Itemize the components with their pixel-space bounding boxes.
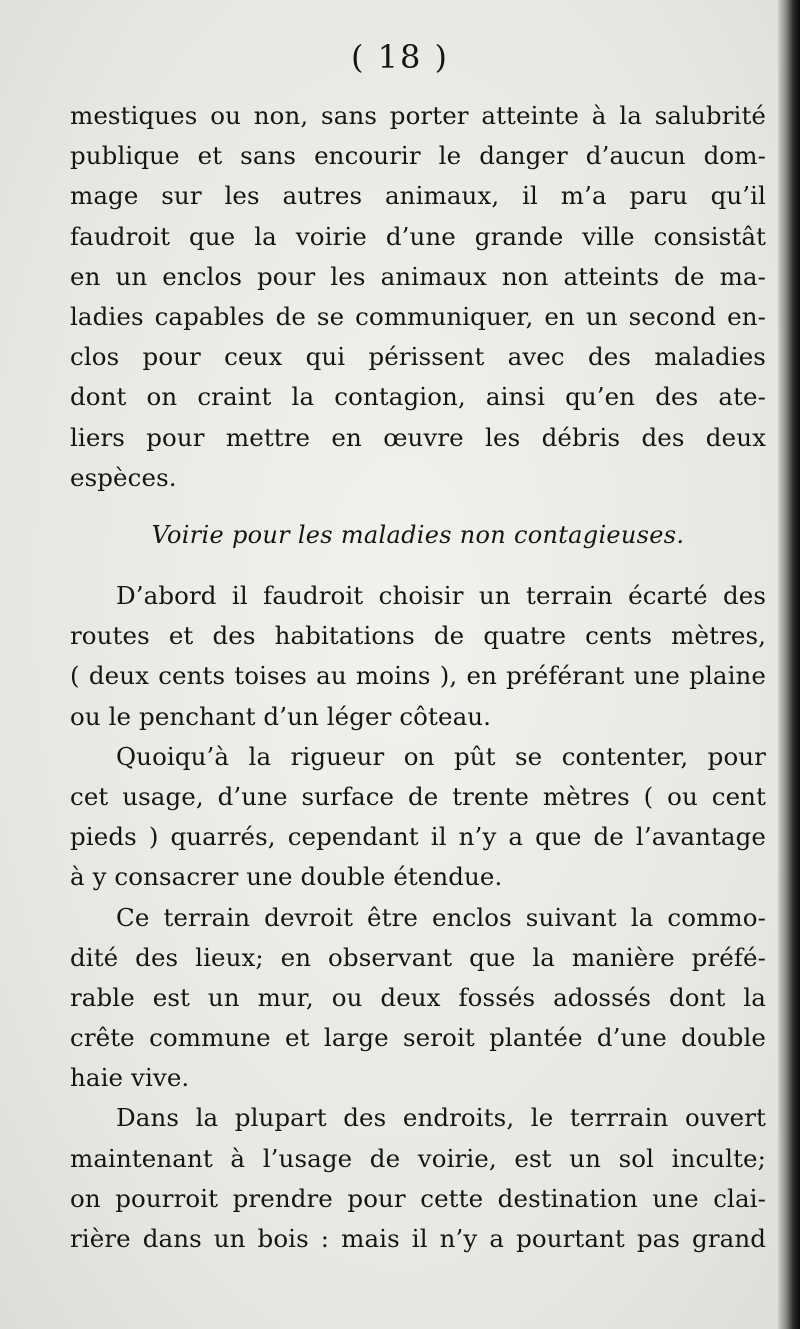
text-line: publique et sans encourir le danger d’aucun dom- — [70, 141, 766, 171]
text-line: haie vive. — [70, 1063, 190, 1093]
text-line: liers pour mettre en œuvre les débris des deux — [70, 422, 766, 452]
text-line: mestiques ou non, sans porter atteinte à la salubrité — [70, 101, 766, 130]
text-line: Dans la plupart des endroits, le terrrain ouvert — [116, 1103, 766, 1133]
section-heading: Voirie pour les maladies non contagieuses. — [151, 521, 685, 549]
text-line: espèces. — [70, 462, 177, 492]
text-line: en un enclos pour les animaux non atteints de ma- — [70, 261, 766, 291]
text-line: ou le penchant d’un léger côteau. — [70, 701, 492, 731]
text-line: Ce terrain devroit être enclos suivant la commo- — [116, 902, 766, 932]
page-number: ( 18 ) — [350, 38, 450, 76]
text-line: on pourroit prendre pour cette destination une clai- — [70, 1183, 766, 1213]
paragraph-3 — [70, 737, 766, 898]
text-line: rable est un mur, ou deux fossés adossés dont la — [70, 982, 766, 1012]
text-line: crête commune et large seroit plantée d’une double — [70, 1023, 766, 1053]
paragraph-2 — [70, 576, 766, 737]
text-block-lower — [70, 576, 766, 1259]
text-line: maintenant à l’usage de voirie, est un sol inculte; — [70, 1143, 766, 1173]
text-line: dont on craint la contagion, ainsi qu’en des ate- — [70, 382, 766, 412]
paragraph-1 — [70, 96, 766, 498]
text-line: routes et des habitations de quatre cents mètres, — [70, 621, 766, 651]
page-spine-shadow — [778, 0, 800, 1329]
text-line: pieds ) quarrés, cependant il n’y a que de l’avantage — [70, 822, 766, 852]
text-line: faudroit que la voirie d’une grande ville consistât — [70, 221, 766, 251]
text-line: Quoiqu’à la rigueur on pût se contenter, pour — [116, 741, 766, 771]
text-line: mage sur les autres animaux, il m’a paru qu’il — [70, 181, 766, 211]
paragraph-5 — [70, 1098, 766, 1259]
text-line: cet usage, d’une surface de trente mètres ( ou cent — [70, 781, 766, 811]
text-line: à y consacrer une double étendue. — [70, 862, 503, 892]
text-line: clos pour ceux qui périssent avec des maladies — [70, 342, 766, 372]
text-line: D’abord il faudroit choisir un terrain écarté des — [116, 581, 766, 610]
text-line: ( deux cents toises au moins ), en préférant une plaine — [70, 661, 766, 691]
text-block-upper — [70, 96, 766, 498]
text-line: dité des lieux; en observant que la manière préfé- — [70, 942, 766, 972]
text-line: ladies capables de se communiquer, en un second en- — [70, 301, 766, 331]
text-line: rière dans un bois : mais il n’y a pourtant pas grand — [70, 1224, 766, 1253]
paragraph-4 — [70, 898, 766, 1099]
